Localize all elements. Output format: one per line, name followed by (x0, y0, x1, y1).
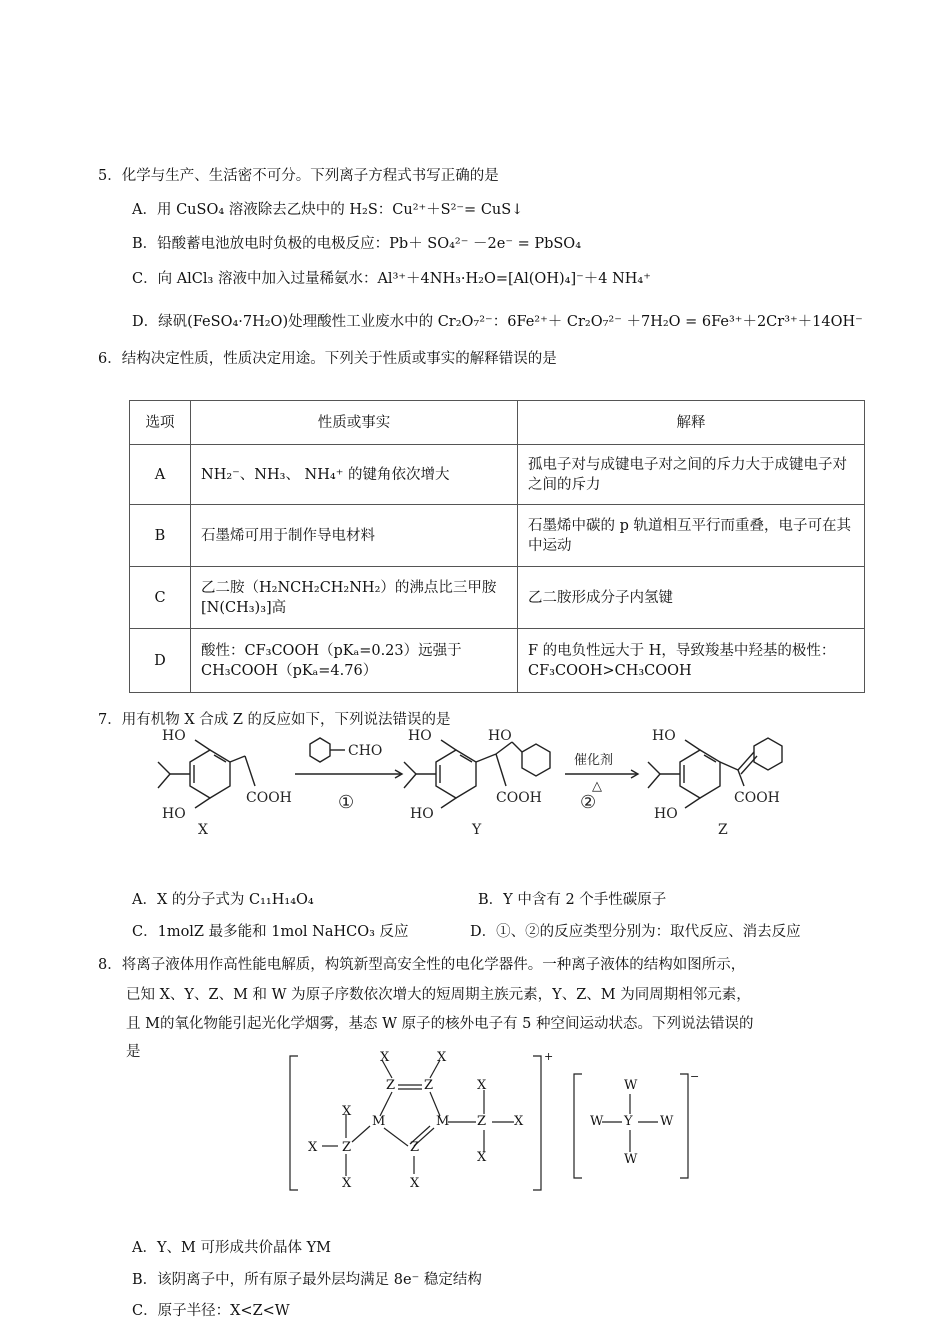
q7-option-d: D．①、②的反应类型分别为：取代反应、消去反应 (470, 924, 801, 940)
fig-z-2: Z (424, 1078, 434, 1093)
fig-x-8: X (342, 1176, 352, 1191)
q7-option-c: C．1molZ 最多能和 1mol NaHCO₃ 反应 (132, 924, 409, 940)
fig-z-1: Z (386, 1078, 396, 1093)
row-fact: NH₂⁻、NH₃、 NH₄⁺ 的键角依次增大 (191, 445, 518, 505)
y-ho-top: HO (408, 728, 432, 744)
arrow-2 (565, 770, 638, 778)
row-option: C (130, 567, 191, 629)
q8-option-c: C．原子半径：X<Z<W (132, 1303, 290, 1319)
fig-x-9: X (410, 1176, 420, 1191)
cho-label: CHO (348, 743, 383, 759)
q8-stem-line-1: 8．将离子液体用作高性能电解质，构筑新型高安全性的电化学器件。一种离子液体的结构如图所示， (98, 957, 746, 973)
row-explain: 乙二胺形成分子内氢键 (518, 567, 865, 629)
fig-charge-plus: + (544, 1050, 554, 1063)
q5-option-d: D．绿矾(FeSO₄·7H₂O)处理酸性工业废水中的 Cr₂O₇²⁻：6Fe²⁺＋ Cr₂O₇²⁻ ＋7H₂O = 6Fe³⁺＋2Cr³⁺＋14OH⁻ (132, 314, 863, 330)
label-x: X (198, 822, 208, 838)
q7-option-a: A．X 的分子式为 C₁₁H₁₄O₄ (132, 892, 314, 908)
step-1-label: ① (338, 792, 355, 813)
fig-charge-minus: − (690, 1070, 700, 1083)
q6-table (129, 400, 865, 693)
fig-x-1: X (380, 1050, 390, 1065)
label-y: Y (472, 822, 482, 838)
fig-z-5: Z (410, 1140, 420, 1155)
header-explain: 解释 (518, 401, 865, 445)
x-ho-bottom: HO (162, 806, 186, 822)
molecule-x (158, 740, 255, 808)
table-row (130, 629, 865, 693)
fig-z-4: Z (342, 1140, 352, 1155)
header-fact: 性质或事实 (191, 401, 518, 445)
fig-y: Y (624, 1114, 633, 1129)
z-ho-bottom: HO (654, 806, 678, 822)
table-row (130, 505, 865, 567)
row-fact: 石墨烯可用于制作导电材料 (191, 505, 518, 567)
q5-stem: 5．化学与生产、生活密不可分。下列离子方程式书写正确的是 (98, 168, 499, 184)
q5-option-b: B．铅酸蓄电池放电时负极的电极反应：Pb＋ SO₄²⁻ －2e⁻ = PbSO₄ (132, 236, 582, 252)
row-option: D (130, 629, 191, 693)
fig-w-left: W (590, 1114, 604, 1129)
heat-label: △ (592, 779, 602, 794)
q7-option-b: B．Y 中含有 2 个手性碳原子 (478, 892, 667, 908)
z-cooh: COOH (734, 790, 780, 806)
q7-stem: 7．用有机物 X 合成 Z 的反应如下，下列说法错误的是 (98, 712, 451, 728)
z-ho-top: HO (652, 728, 676, 744)
q8-stem-line-4: 是 (126, 1044, 141, 1060)
ionic-liquid-structure (280, 1050, 710, 1195)
reaction-scheme (140, 722, 820, 842)
label-z: Z (718, 822, 728, 838)
fig-x-7: X (477, 1150, 487, 1165)
fig-x-6: X (308, 1140, 318, 1155)
row-explain: 石墨烯中碳的 p 轨道相互平行而重叠，电子可在其中运动 (518, 505, 865, 567)
step-2-label: ② (580, 792, 597, 813)
row-option: A (130, 445, 191, 505)
row-explain: 孤电子对与成键电子对之间的斥力大于成键电子对之间的斥力 (518, 445, 865, 505)
x-cooh: COOH (246, 790, 292, 806)
q8-option-b: B．该阴离子中，所有原子最外层均满足 8e⁻ 稳定结构 (132, 1272, 482, 1288)
y-cooh: COOH (496, 790, 542, 806)
table-header-row (130, 401, 865, 445)
fig-x-4: X (342, 1104, 352, 1119)
q5-option-a: A．用 CuSO₄ 溶液除去乙炔中的 H₂S：Cu²⁺＋S²⁻= CuS↓ (132, 202, 524, 218)
fig-w-top: W (624, 1078, 638, 1093)
table-row (130, 567, 865, 629)
q5-option-c: C．向 AlCl₃ 溶液中加入过量稀氨水：Al³⁺＋4NH₃·H₂O=[Al(OH)₄]⁻＋4 NH₄⁺ (132, 271, 651, 287)
fig-x-3: X (477, 1078, 487, 1093)
q8-option-a: A．Y、M 可形成共价晶体 YM (132, 1240, 332, 1256)
catalyst-label: 催化剂 (574, 753, 614, 768)
row-fact: 乙二胺（H₂NCH₂CH₂NH₂）的沸点比三甲胺[N(CH₃)₃]高 (191, 567, 518, 629)
fig-x-2: X (437, 1050, 447, 1065)
fig-w-bottom: W (624, 1152, 638, 1167)
header-option: 选项 (130, 401, 191, 445)
y-ho-side: HO (488, 728, 512, 744)
fig-z-3: Z (477, 1114, 487, 1129)
row-explain: F 的电负性远大于 H，导致羧基中羟基的极性： CF₃COOH>CH₃COOH (518, 629, 865, 693)
fig-w-right: W (660, 1114, 674, 1129)
q6-stem: 6．结构决定性质，性质决定用途。下列关于性质或事实的解释错误的是 (98, 351, 557, 367)
y-ho-bottom: HO (410, 806, 434, 822)
row-fact: 酸性：CF₃COOH（pKₐ=0.23）远强于CH₃COOH（pKₐ=4.76） (191, 629, 518, 693)
table-row (130, 445, 865, 505)
q8-stem-line-3: 且 M的氧化物能引起光化学烟雾，基态 W 原子的核外电子有 5 种空间运动状态。下列说法错误的 (126, 1016, 754, 1032)
fig-m-1: M (372, 1114, 386, 1129)
row-option: B (130, 505, 191, 567)
fig-x-5: X (514, 1114, 524, 1129)
fig-m-2: M (436, 1114, 450, 1129)
q8-stem-line-2: 已知 X、Y、Z、M 和 W 为原子序数依次增大的短周期主族元素，Y、Z、M 为同周期相邻元素， (126, 987, 751, 1003)
x-ho-top: HO (162, 728, 186, 744)
